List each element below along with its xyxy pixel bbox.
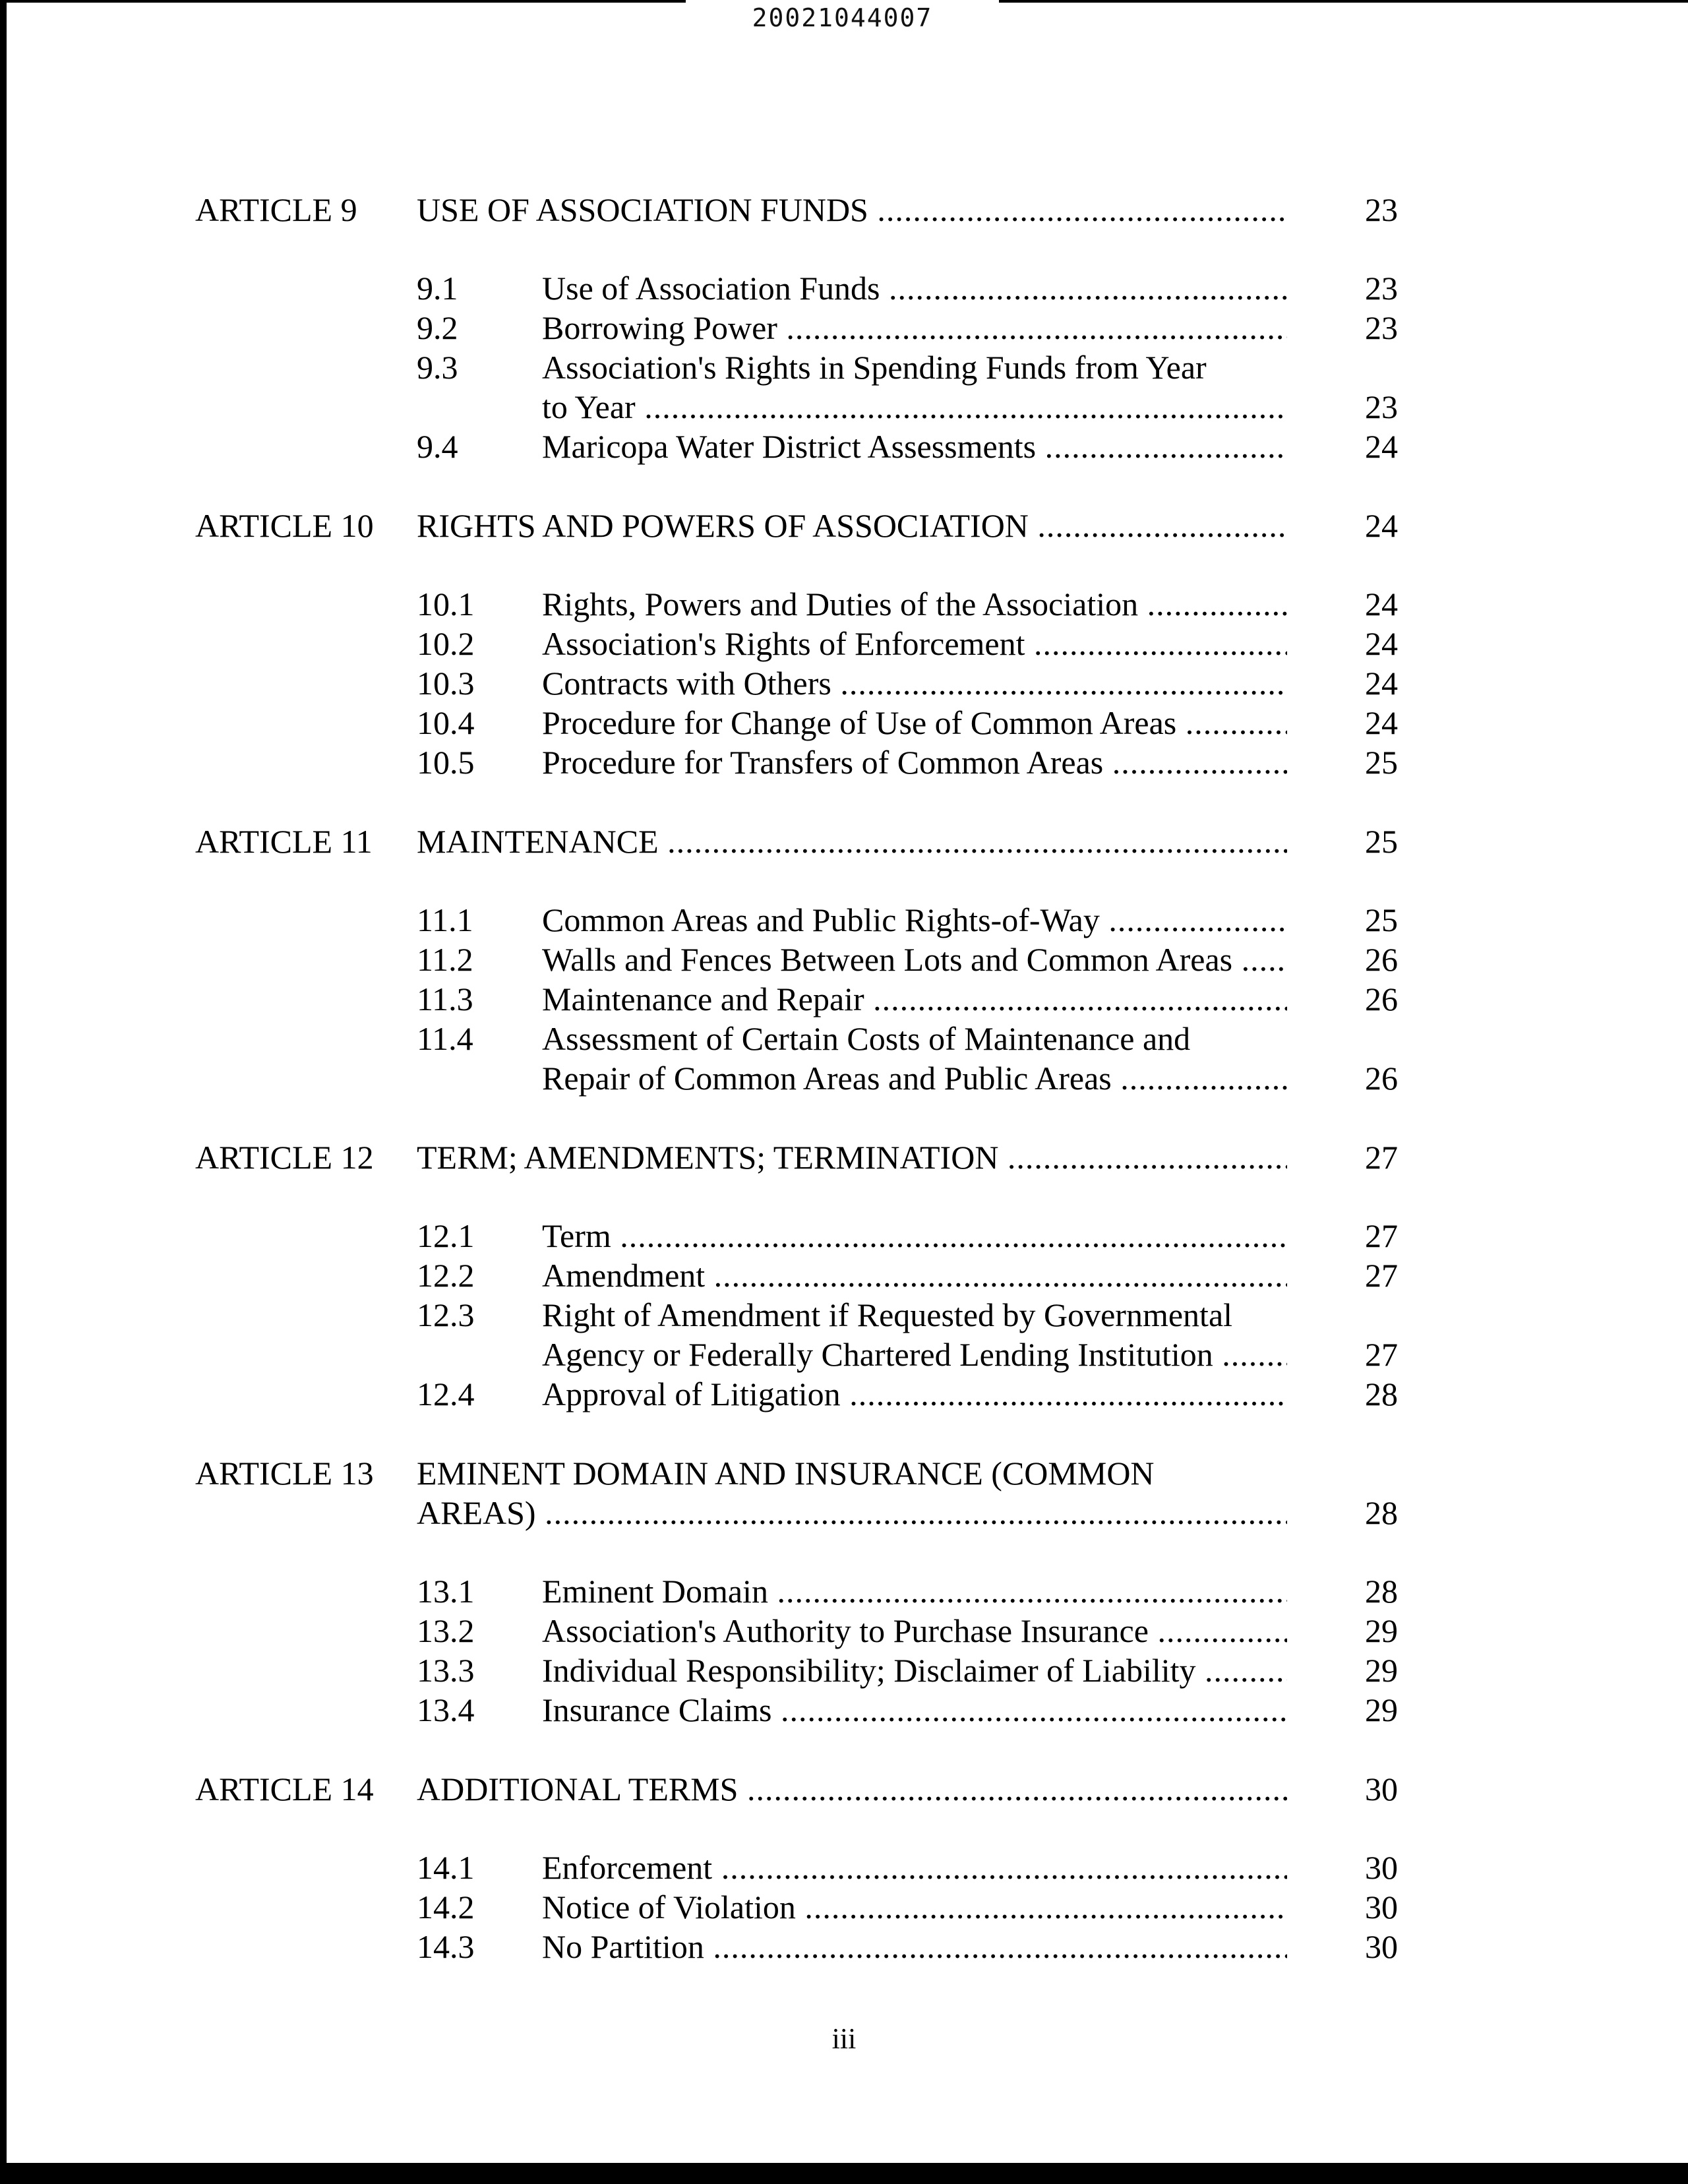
dot-leader	[1176, 704, 1287, 741]
section-number-text: 13.2	[417, 1612, 475, 1649]
section-page-number	[1325, 663, 1398, 703]
dot-leader	[1100, 901, 1287, 938]
section-page-number	[1325, 1058, 1398, 1098]
article-label	[195, 190, 357, 229]
article-label-text: ARTICLE 11	[195, 823, 373, 860]
dot-leader	[772, 1691, 1287, 1728]
article-entry	[0, 1453, 1688, 1493]
section-page-number	[1325, 1256, 1398, 1295]
article-page-number	[1325, 1769, 1398, 1809]
section-title-text: Eminent Domain	[542, 1573, 768, 1610]
section-entry	[0, 1611, 1688, 1651]
article-page-number-text: 27	[1365, 1139, 1398, 1176]
section-page-number-text: 24	[1365, 586, 1398, 622]
dot-leader	[831, 665, 1287, 702]
section-number-text: 11.3	[417, 981, 473, 1017]
section-page-number	[1325, 1216, 1398, 1256]
dot-leader	[712, 1849, 1287, 1886]
section-title-text: Contracts with Others	[542, 665, 831, 702]
section-entry	[0, 900, 1688, 940]
section-page-number-text: 28	[1365, 1573, 1398, 1610]
section-page-number	[1325, 1690, 1398, 1730]
article-entry	[0, 1769, 1688, 1809]
section-number-text: 10.4	[417, 704, 475, 741]
section-title-continued	[542, 387, 1287, 427]
section-page-number-text: 23	[1365, 388, 1398, 425]
section-title-text: Common Areas and Public Rights-of-Way	[542, 901, 1100, 938]
dot-leader	[636, 388, 1287, 425]
article-title-text: MAINTENANCE	[417, 823, 659, 860]
section-number-text: 12.3	[417, 1296, 475, 1333]
section-title-text: Amendment	[542, 1257, 706, 1294]
dot-leader	[864, 981, 1287, 1017]
section-title-text: Association's Rights in Spending Funds from Year	[542, 349, 1207, 386]
section-title	[542, 624, 1287, 663]
section-title	[542, 940, 1287, 979]
article-page-number	[1325, 1138, 1398, 1177]
dot-leader	[705, 1257, 1287, 1294]
section-entry	[0, 703, 1688, 743]
section-page-number-text: 27	[1365, 1217, 1398, 1254]
section-number	[417, 1019, 473, 1058]
section-title-continued	[542, 1058, 1287, 1098]
section-page-number	[1325, 1848, 1398, 1887]
section-page-number-text: 29	[1365, 1691, 1398, 1728]
article-title-continued	[417, 1493, 1287, 1532]
section-entry	[0, 1887, 1688, 1927]
section-page-number-text: 27	[1365, 1336, 1398, 1373]
section-number	[417, 1295, 475, 1335]
article-title	[417, 1769, 1287, 1809]
section-number-text: 11.1	[417, 901, 473, 938]
section-number	[417, 1690, 475, 1730]
section-page-number	[1325, 1571, 1398, 1611]
section-title-continued-text: to Year	[542, 388, 636, 425]
section-title	[542, 1690, 1287, 1730]
article-title	[417, 1453, 1287, 1493]
section-title	[542, 348, 1287, 387]
section-entry	[0, 268, 1688, 308]
section-title-continued-text: Agency or Federally Chartered Lending Institution	[542, 1336, 1213, 1373]
section-title-text: Right of Amendment if Requested by Governmental	[542, 1296, 1233, 1333]
section-title	[542, 1374, 1287, 1414]
section-page-number-text: 25	[1365, 744, 1398, 781]
dot-leader	[1112, 1060, 1287, 1097]
section-entry	[0, 979, 1688, 1019]
section-page-number-text: 30	[1365, 1849, 1398, 1886]
section-title	[542, 427, 1287, 466]
article-label-text: ARTICLE 9	[195, 191, 357, 228]
section-title	[542, 663, 1287, 703]
section-entry	[0, 1571, 1688, 1611]
article-page-number-text: 30	[1365, 1771, 1398, 1807]
article-title-text: TERM; AMENDMENTS; TERMINATION	[417, 1139, 999, 1176]
dot-leader	[659, 823, 1287, 860]
article-entry	[0, 506, 1688, 545]
dot-leader	[1196, 1652, 1287, 1689]
section-title	[542, 308, 1287, 348]
dot-leader	[738, 1771, 1287, 1807]
section-number	[417, 1887, 475, 1927]
article-label	[195, 1453, 374, 1493]
section-number-text: 13.1	[417, 1573, 475, 1610]
section-number-text: 12.1	[417, 1217, 475, 1254]
dot-leader	[1149, 1612, 1287, 1649]
section-number	[417, 268, 458, 308]
section-title-text: Walls and Fences Between Lots and Common Areas	[542, 941, 1233, 978]
section-title	[542, 1019, 1287, 1058]
section-title-text: Approval of Litigation	[542, 1376, 841, 1412]
section-title-text: Association's Authority to Purchase Insurance	[542, 1612, 1149, 1649]
article-title-text: USE OF ASSOCIATION FUNDS	[417, 191, 868, 228]
section-number-text: 10.3	[417, 665, 475, 702]
section-number-text: 9.3	[417, 349, 458, 386]
section-number-text: 11.4	[417, 1020, 473, 1057]
section-entry	[0, 940, 1688, 979]
section-number-text: 13.4	[417, 1691, 475, 1728]
section-entry	[0, 1216, 1688, 1256]
section-title-text: Procedure for Transfers of Common Areas	[542, 744, 1104, 781]
article-page-number	[1325, 506, 1398, 545]
section-title	[542, 1216, 1287, 1256]
article-title	[417, 506, 1287, 545]
section-title-text: Maricopa Water District Assessments	[542, 428, 1037, 465]
article-entry	[0, 1138, 1688, 1177]
section-entry	[0, 624, 1688, 663]
section-title-text: Notice of Violation	[542, 1889, 796, 1926]
section-page-number	[1325, 703, 1398, 743]
section-page-number-text: 24	[1365, 625, 1398, 662]
article-page-number-text: 28	[1365, 1494, 1398, 1531]
section-page-number-text: 29	[1365, 1652, 1398, 1689]
dot-leader	[868, 191, 1287, 228]
section-title-text: Enforcement	[542, 1849, 713, 1886]
section-page-number	[1325, 743, 1398, 782]
section-page-number	[1325, 1887, 1398, 1927]
article-entry	[0, 822, 1688, 861]
dot-leader	[704, 1928, 1287, 1965]
section-title	[542, 1927, 1287, 1966]
section-title-text: Association's Rights of Enforcement	[542, 625, 1025, 662]
article-title-continued-text: AREAS)	[417, 1494, 536, 1531]
section-title-text: Insurance Claims	[542, 1691, 772, 1728]
section-entry	[0, 1256, 1688, 1295]
section-title	[542, 268, 1287, 308]
section-entry	[0, 584, 1688, 624]
section-number	[417, 348, 458, 387]
section-number	[417, 584, 475, 624]
section-title-continued-text: Repair of Common Areas and Public Areas	[542, 1060, 1112, 1097]
section-title	[542, 979, 1287, 1019]
dot-leader	[841, 1376, 1287, 1412]
dot-leader	[536, 1494, 1287, 1531]
section-number	[417, 663, 475, 703]
dot-leader	[611, 1217, 1287, 1254]
section-number-text: 12.2	[417, 1257, 475, 1294]
section-title-text: Use of Association Funds	[542, 270, 880, 307]
article-label	[195, 506, 374, 545]
article-label-text: ARTICLE 12	[195, 1139, 374, 1176]
article-title-text: ADDITIONAL TERMS	[417, 1771, 738, 1807]
section-number-text: 14.1	[417, 1849, 475, 1886]
section-number	[417, 308, 458, 348]
section-number	[417, 624, 475, 663]
section-page-number	[1325, 979, 1398, 1019]
section-entry-continued	[0, 1335, 1688, 1374]
article-page-number-text: 24	[1365, 507, 1398, 544]
section-entry	[0, 1295, 1688, 1335]
dot-leader	[1036, 428, 1287, 465]
section-title	[542, 1611, 1287, 1651]
section-title-text: Borrowing Power	[542, 309, 777, 346]
section-page-number	[1325, 1335, 1398, 1374]
section-entry	[0, 1651, 1688, 1690]
section-number	[417, 703, 475, 743]
section-number-text: 9.4	[417, 428, 458, 465]
section-title	[542, 1887, 1287, 1927]
article-page-number-text: 25	[1365, 823, 1398, 860]
section-number-text: 11.2	[417, 941, 473, 978]
article-title	[417, 822, 1287, 861]
article-title-text: EMINENT DOMAIN AND INSURANCE (COMMON	[417, 1455, 1155, 1492]
section-entry	[0, 348, 1688, 387]
article-title-text: RIGHTS AND POWERS OF ASSOCIATION	[417, 507, 1029, 544]
article-label	[195, 1769, 374, 1809]
section-page-number	[1325, 1651, 1398, 1690]
section-page-number-text: 27	[1365, 1257, 1398, 1294]
section-title	[542, 584, 1287, 624]
section-number-text: 10.2	[417, 625, 475, 662]
section-page-number	[1325, 387, 1398, 427]
section-title	[542, 1651, 1287, 1690]
section-page-number-text: 28	[1365, 1376, 1398, 1412]
section-page-number	[1325, 268, 1398, 308]
section-title	[542, 900, 1287, 940]
section-page-number-text: 30	[1365, 1889, 1398, 1926]
section-title	[542, 1256, 1287, 1295]
article-label-text: ARTICLE 13	[195, 1455, 374, 1492]
section-page-number-text: 26	[1365, 941, 1398, 978]
section-page-number-text: 24	[1365, 428, 1398, 465]
section-page-number-text: 25	[1365, 901, 1398, 938]
section-page-number	[1325, 624, 1398, 663]
section-number-text: 9.2	[417, 309, 458, 346]
section-title	[542, 1848, 1287, 1887]
section-number	[417, 1256, 475, 1295]
section-number	[417, 1571, 475, 1611]
section-entry	[0, 427, 1688, 466]
section-entry	[0, 743, 1688, 782]
section-title-text: Maintenance and Repair	[542, 981, 864, 1017]
section-title	[542, 1571, 1287, 1611]
section-number	[417, 1216, 475, 1256]
section-page-number	[1325, 1374, 1398, 1414]
section-number-text: 9.1	[417, 270, 458, 307]
dot-leader	[998, 1139, 1287, 1176]
section-page-number	[1325, 940, 1398, 979]
section-number-text: 13.3	[417, 1652, 475, 1689]
article-label-text: ARTICLE 14	[195, 1771, 374, 1807]
section-entry	[0, 1374, 1688, 1414]
section-entry	[0, 1019, 1688, 1058]
section-title	[542, 703, 1287, 743]
section-number	[417, 940, 473, 979]
article-page-number-text: 23	[1365, 191, 1398, 228]
section-title-text: Assessment of Certain Costs of Maintenance and	[542, 1020, 1191, 1057]
section-page-number-text: 23	[1365, 270, 1398, 307]
dot-leader	[768, 1573, 1287, 1610]
article-page-number	[1325, 190, 1398, 229]
section-number	[417, 1651, 475, 1690]
section-page-number-text: 29	[1365, 1612, 1398, 1649]
article-label-text: ARTICLE 10	[195, 507, 374, 544]
section-entry	[0, 1927, 1688, 1966]
dot-leader	[1103, 744, 1287, 781]
section-number-text: 10.1	[417, 586, 475, 622]
section-number	[417, 427, 458, 466]
section-page-number	[1325, 1611, 1398, 1651]
section-page-number-text: 24	[1365, 665, 1398, 702]
section-title	[542, 743, 1287, 782]
dot-leader	[777, 309, 1287, 346]
dot-leader	[1029, 507, 1287, 544]
section-page-number-text: 30	[1365, 1928, 1398, 1965]
section-number	[417, 1611, 475, 1651]
dot-leader	[1213, 1336, 1287, 1373]
article-page-number	[1325, 1493, 1398, 1532]
section-page-number	[1325, 308, 1398, 348]
section-number	[417, 1927, 475, 1966]
section-page-number-text: 23	[1365, 309, 1398, 346]
section-entry	[0, 663, 1688, 703]
article-label	[195, 1138, 374, 1177]
section-page-number	[1325, 427, 1398, 466]
article-title	[417, 1138, 1287, 1177]
section-entry	[0, 1690, 1688, 1730]
article-entry-continued	[0, 1493, 1688, 1532]
section-page-number-text: 26	[1365, 1060, 1398, 1097]
article-page-number	[1325, 822, 1398, 861]
article-title	[417, 190, 1287, 229]
section-number-text: 10.5	[417, 744, 475, 781]
section-number-text: 14.3	[417, 1928, 475, 1965]
section-entry-continued	[0, 387, 1688, 427]
section-entry-continued	[0, 1058, 1688, 1098]
section-number	[417, 1374, 475, 1414]
dot-leader	[1138, 586, 1287, 622]
section-entry	[0, 1848, 1688, 1887]
section-page-number	[1325, 1927, 1398, 1966]
dot-leader	[1025, 625, 1288, 662]
section-title-continued	[542, 1335, 1287, 1374]
section-number	[417, 979, 473, 1019]
section-title-text: Individual Responsibility; Disclaimer of Liability	[542, 1652, 1196, 1689]
section-title-text: Term	[542, 1217, 611, 1254]
dot-leader	[796, 1889, 1287, 1926]
page-number-footer: iii	[831, 2022, 857, 2055]
section-page-number-text: 24	[1365, 704, 1398, 741]
section-title-text: Rights, Powers and Duties of the Association	[542, 586, 1139, 622]
section-title	[542, 1295, 1287, 1335]
section-page-number-text: 26	[1365, 981, 1398, 1017]
scan-bottom-border	[0, 2163, 1688, 2184]
dot-leader	[880, 270, 1288, 307]
section-page-number	[1325, 584, 1398, 624]
article-label	[195, 822, 373, 861]
document-number: 20021044007	[752, 3, 933, 32]
section-number	[417, 743, 475, 782]
section-title-text: No Partition	[542, 1928, 704, 1965]
article-entry	[0, 190, 1688, 229]
section-title-text: Procedure for Change of Use of Common Areas	[542, 704, 1177, 741]
section-number-text: 14.2	[417, 1889, 475, 1926]
dot-leader	[1232, 941, 1287, 978]
section-number	[417, 900, 473, 940]
section-number-text: 12.4	[417, 1376, 475, 1412]
section-entry	[0, 308, 1688, 348]
section-page-number	[1325, 900, 1398, 940]
section-number	[417, 1848, 475, 1887]
